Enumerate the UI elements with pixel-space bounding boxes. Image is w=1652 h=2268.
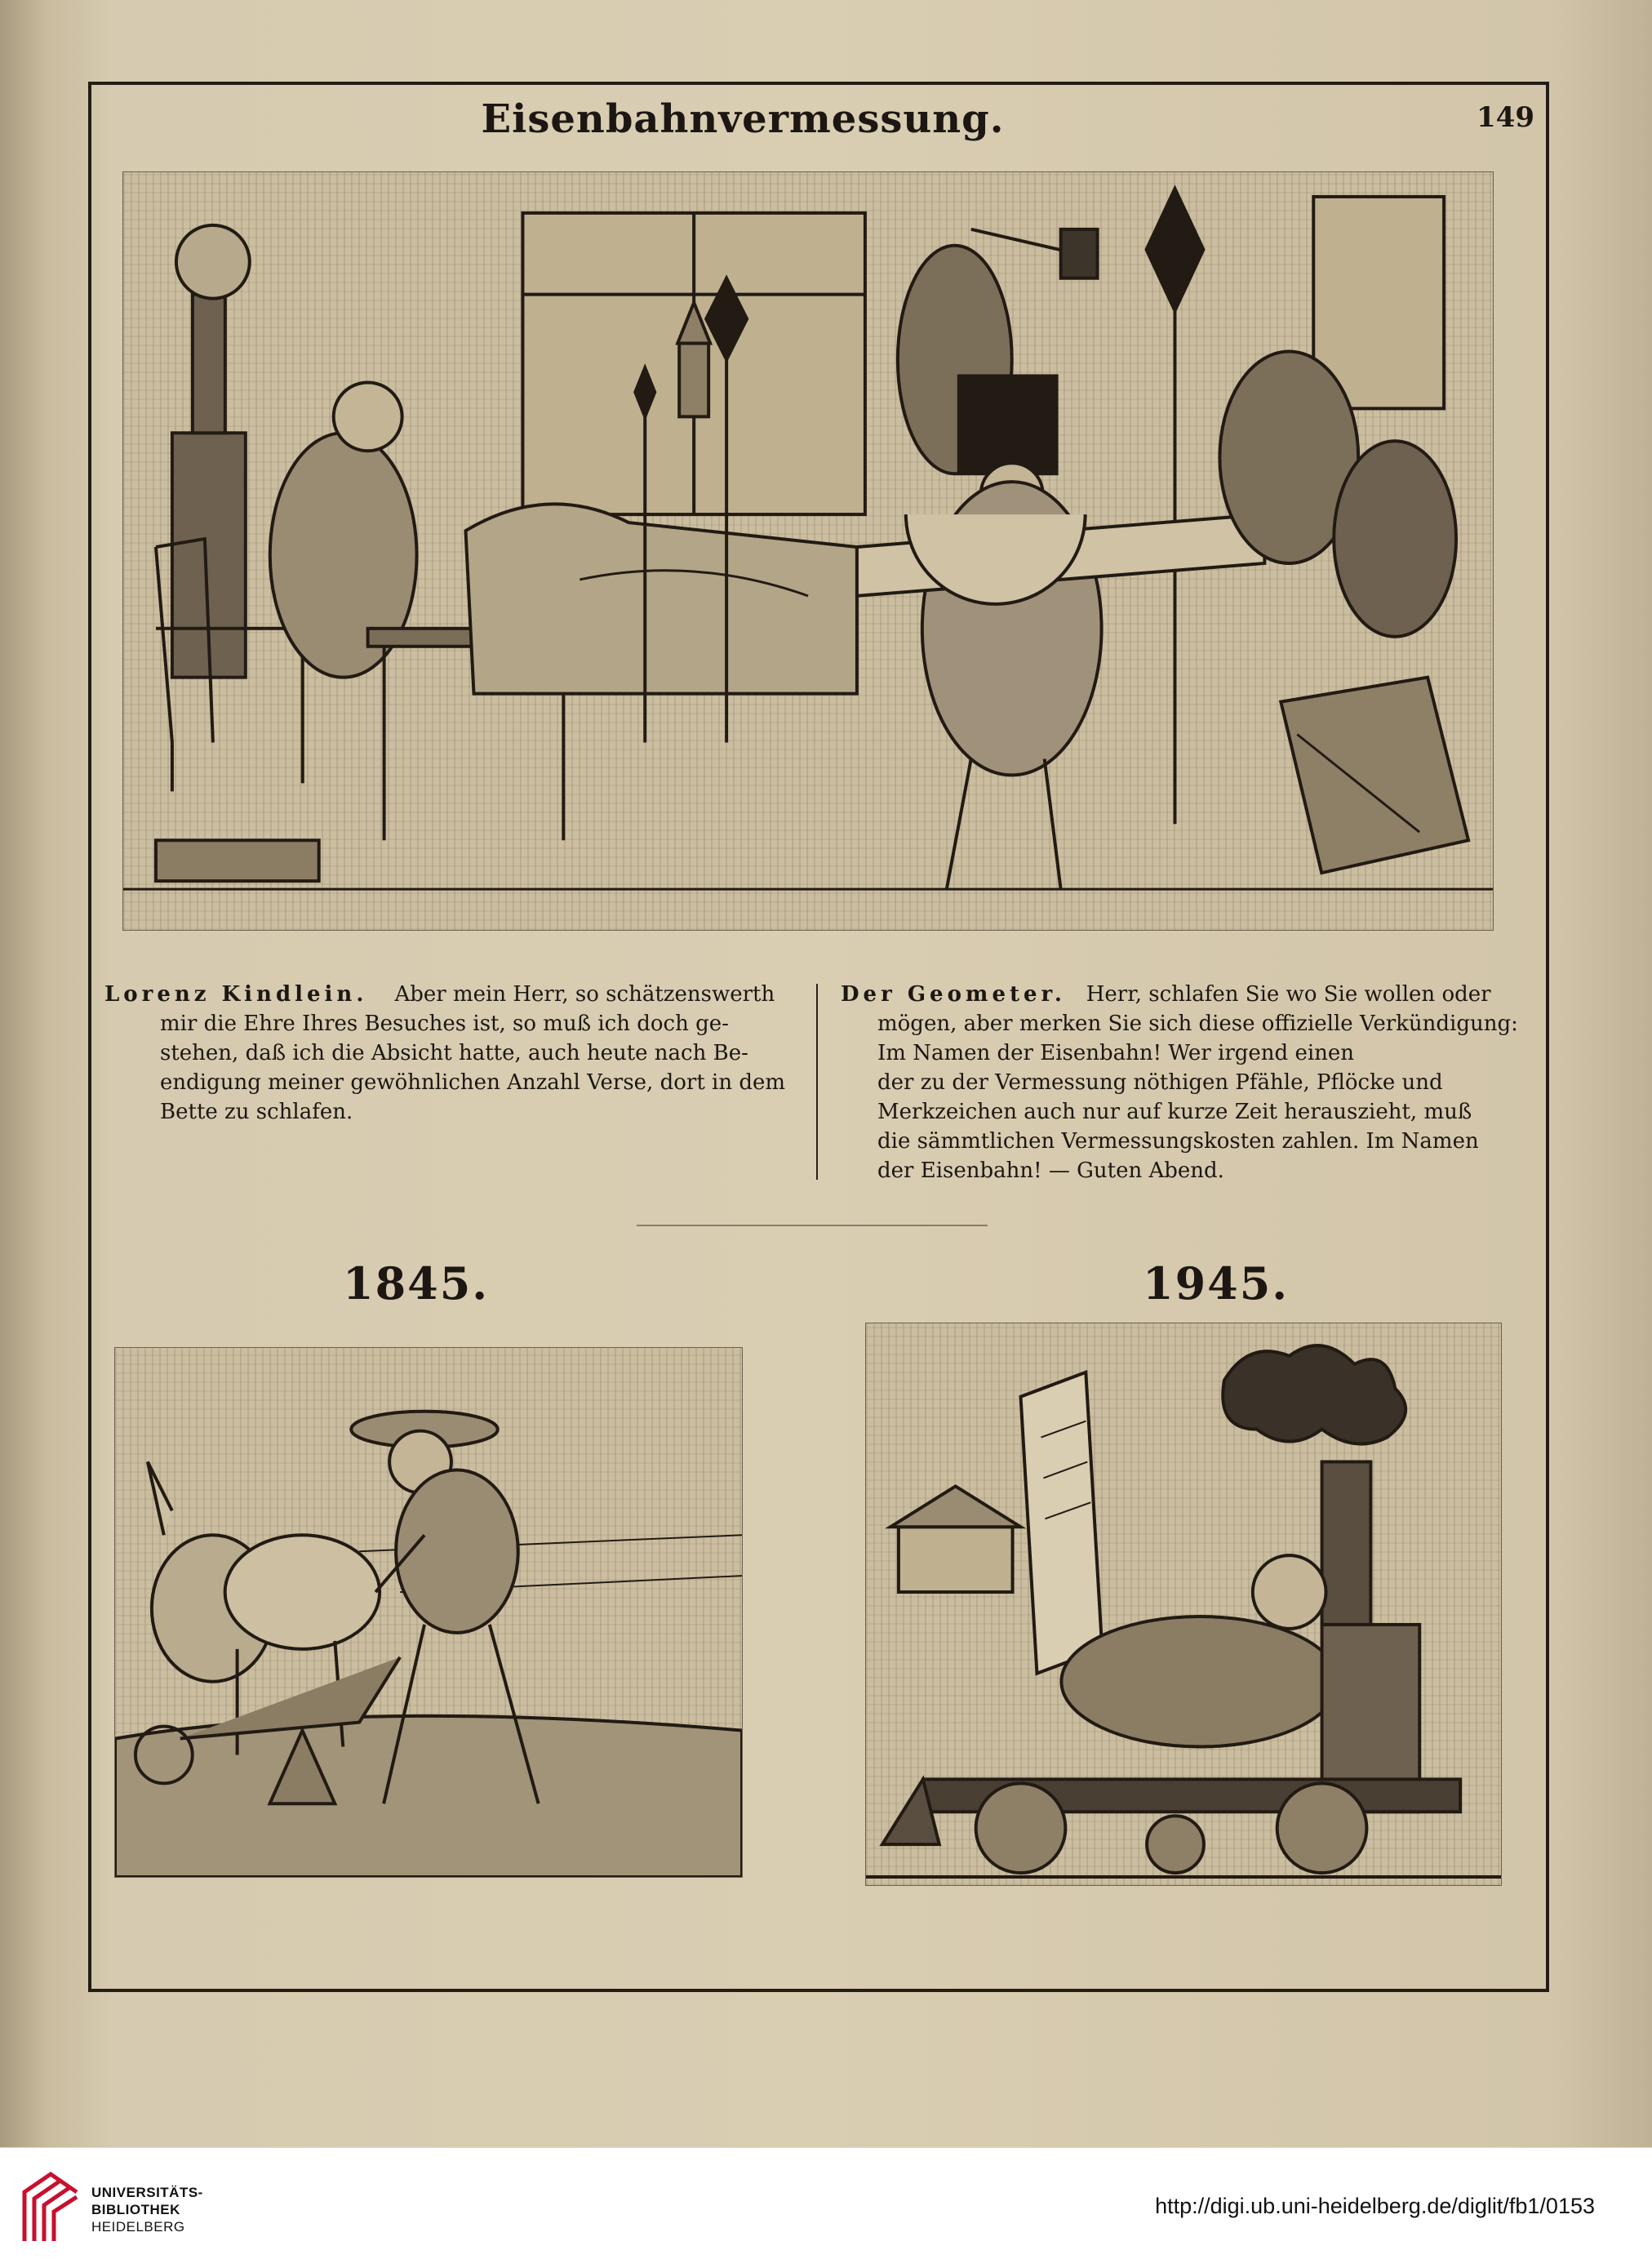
locomotive-illustration [865,1323,1502,1886]
survey-illustration [122,171,1494,931]
caption-geometer [841,980,1520,1185]
library-name-line: BIBLIOTHEK [91,2202,180,2217]
year-label-1845: 1845. [343,1257,490,1310]
caption-line-1 [841,980,1520,1009]
speaker-geometer: Der Geometer. [841,982,1066,1007]
caption-left-line: mir die Ehre Ihres Besuches ist, so muß ich doch ge- [160,1012,729,1036]
ploughing-illustration [114,1347,743,1878]
caption-right-line: der Eisenbahn! — Guten Abend. [877,1158,1224,1183]
library-logo-icon [18,2168,83,2249]
speaker-lorenz: Lorenz Kindlein. [104,982,368,1007]
locomotive-engraving [866,1323,1501,1885]
caption-divider [816,984,818,1180]
caption-line-1 [104,980,806,1009]
caption-left-line: Aber mein Herr, so schätzenswerth [394,982,775,1007]
caption-right-line: mögen, aber merken Sie sich diese offizielle Verkündigung: [877,1012,1518,1036]
caption-right-line: Herr, schlafen Sie wo Sie wollen oder [1086,982,1491,1007]
survey-engraving [123,172,1493,930]
library-name-line: HEIDELBERG [91,2219,185,2235]
page-number: 149 [1477,101,1534,134]
footer-bar [0,2147,1652,2268]
library-name-line: UNIVERSITÄTS- [91,2185,203,2200]
permalink-url[interactable]: http://digi.ub.uni-heidelberg.de/diglit/fb1/0153 [1155,2194,1595,2218]
ploughing-engraving [115,1348,742,1877]
caption-right-line: die sämmtlichen Vermessungskosten zahlen. Im Namen [877,1129,1479,1154]
caption-left-line: endigung meiner gewöhnlichen Anzahl Verse, dort in dem [160,1070,786,1095]
caption-right-line: der zu der Vermessung nöthigen Pfähle, Pflöcke und [877,1070,1443,1095]
year-label-1945: 1945. [1143,1257,1290,1310]
page-title: Eisenbahnvermessung. [481,96,1005,142]
caption-lorenz-kindlein [104,980,806,1127]
caption-left-line: Bette zu schlafen. [160,1100,353,1124]
section-divider [637,1225,988,1226]
caption-left-line: stehen, daß ich die Absicht hatte, auch heute nach Be- [160,1041,748,1065]
library-name [91,2184,203,2235]
caption-right-line: Merkzeichen auch nur auf kurze Zeit herauszieht, muß [877,1100,1472,1124]
caption-right-line: Im Namen der Eisenbahn! Wer irgend einen [877,1041,1355,1065]
